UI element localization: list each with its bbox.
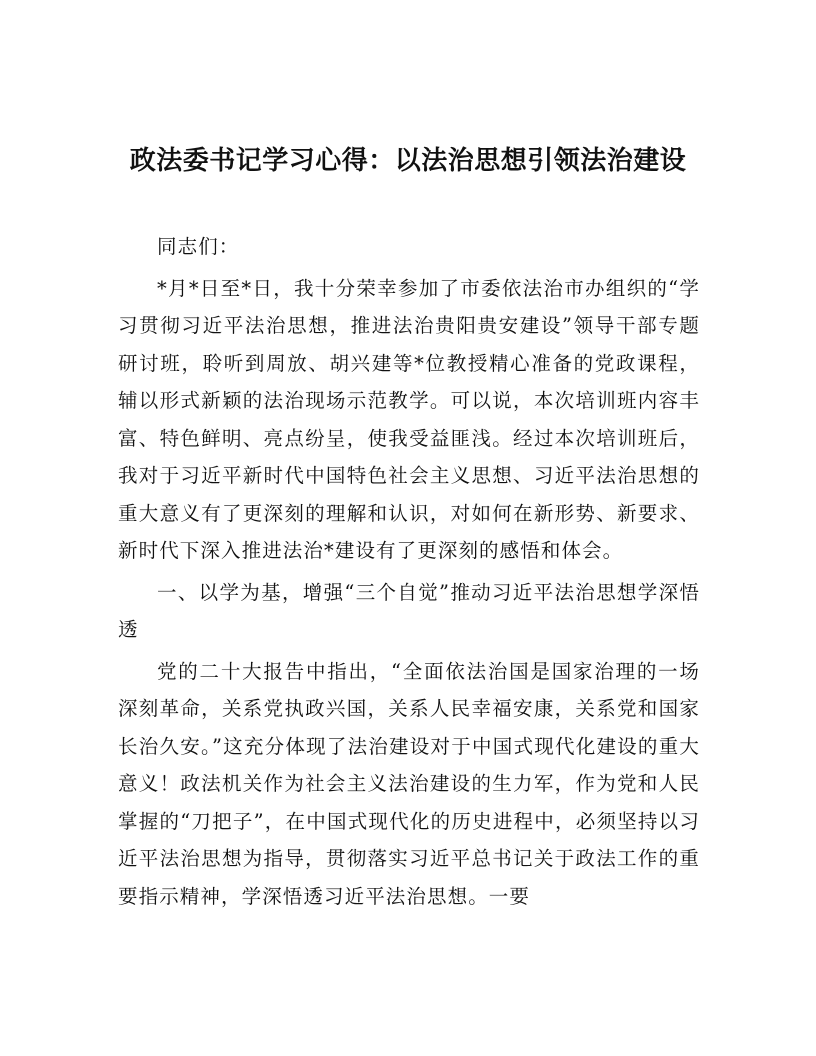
document-body [118, 228, 700, 919]
paragraph-intro: *月*日至*日，我十分荣幸参加了市委依法治市办组织的“学习贯彻习近平法治思想，推进法治贵阳贵安建设”领导干部专题研讨班，聆听到周放、胡兴建等*位教授精心准备的党政课程，辅以形式新颖的法治现场示范教学。可以说，本次培训班内容丰富、特色鲜明、亮点纷呈，使我受益匪浅。经过本次培训班后，我对于习近平新时代中国特色社会主义思想、习近平法治思想的重大意义有了更深刻的理解和认识，对如何在新形势、新要求、新时代下深入推进法治*建设有了更深刻的感悟和体会。 [118, 276, 700, 562]
section-heading-1: 一、以学为基，增强“三个自觉”推动习近平法治思想学深悟透 [118, 580, 700, 641]
greeting: 同志们： [157, 235, 240, 258]
paragraph-section-1: 党的二十大报告中指出，“全面依法治国是国家治理的一场深刻革命，关系党执政兴国，关系人民幸福安康，关系党和国家长治久安。”这充分体现了法治建设对于中国式现代化建设的重大意义！政法机关作为社会主义法治建设的生力军，作为党和人民掌握的“刀把子”，在中国式现代化的历史进程中，必须坚持以习近平法治思想为指导，贯彻落实习近平总书记关于政法工作的重要指示精神，学深悟透习近平法治思想。一要 [118, 659, 700, 908]
document-title: 政法委书记学习心得：以法治思想引领法治建设 [129, 146, 687, 176]
